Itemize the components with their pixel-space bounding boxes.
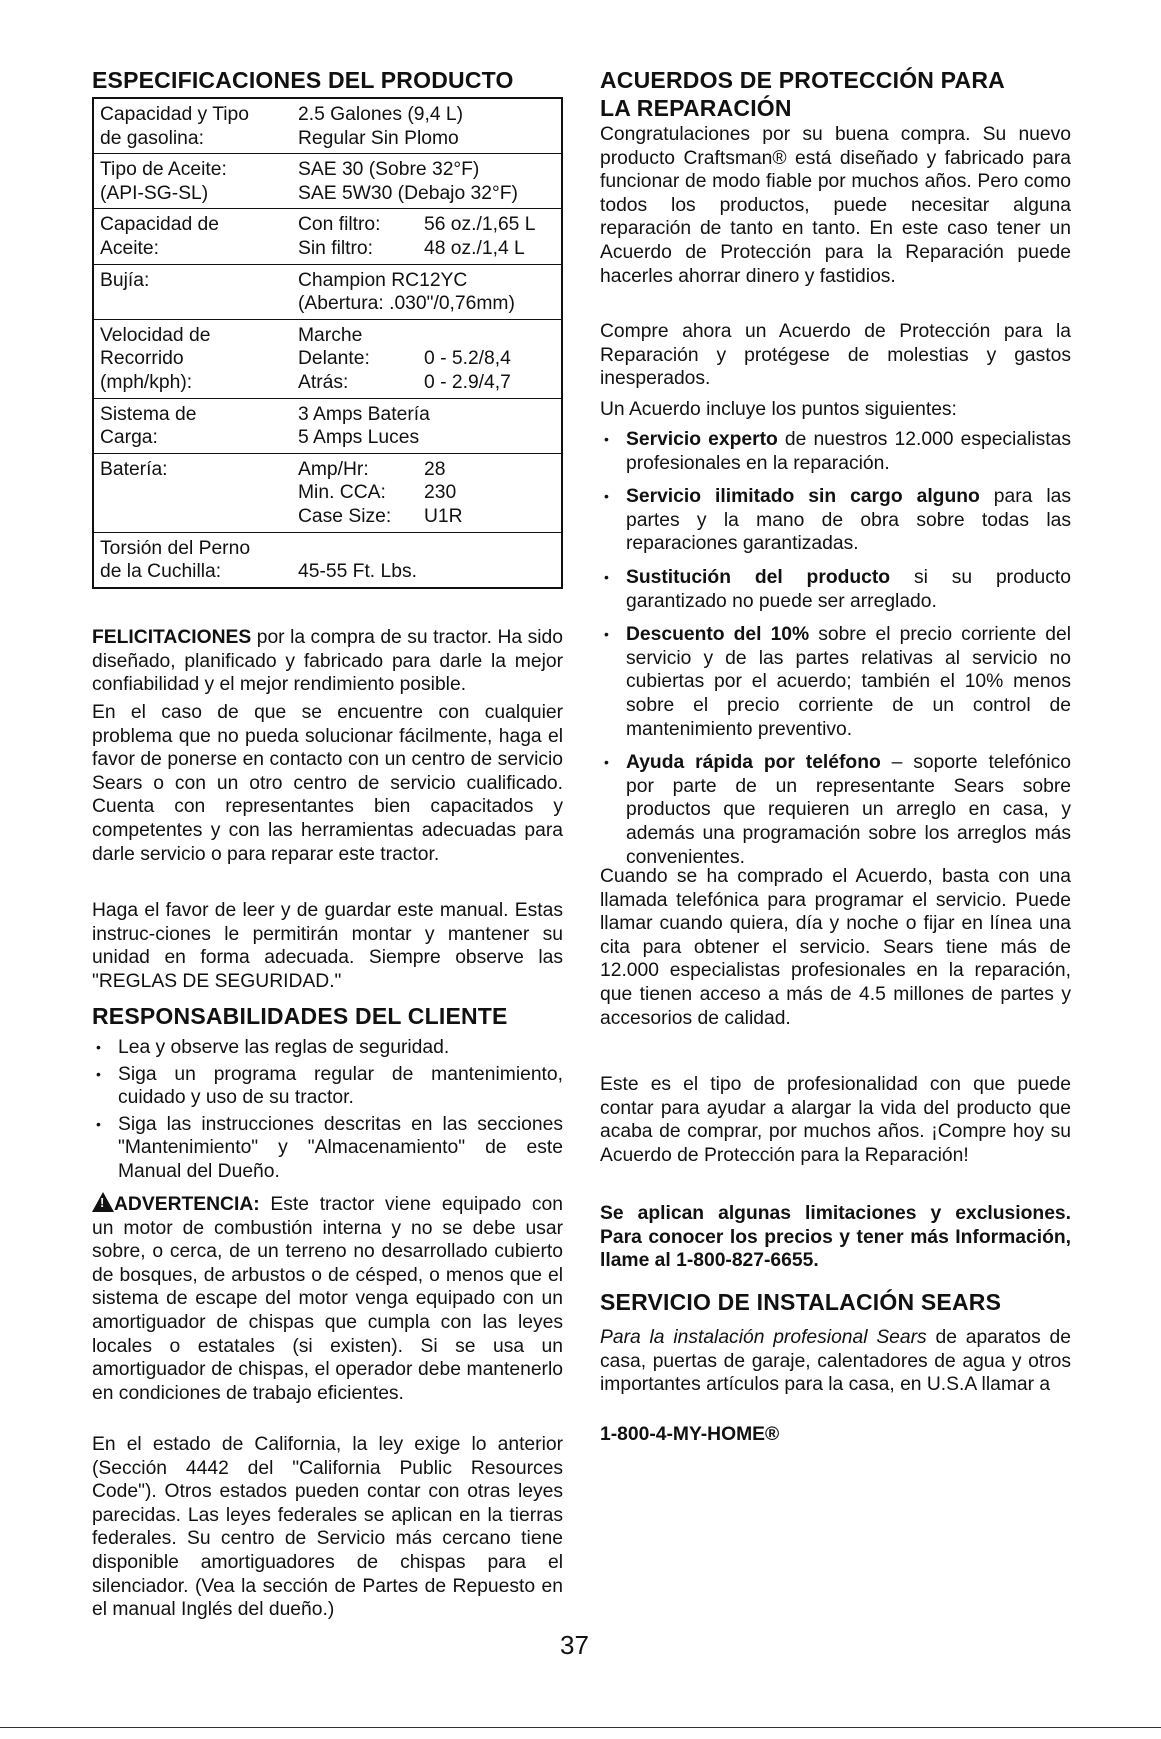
- spec-value: [292, 209, 562, 264]
- spec-value-val: U1R: [424, 505, 463, 527]
- benefit-bold: Ayuda rápida por teléfono: [626, 752, 881, 774]
- resp-item: • Siga las instrucciones descritas en las secciones "Mantenimiento" y "Almacenamiento" de este Manual del Dueño.: [92, 1113, 563, 1184]
- resp-list: [92, 1036, 563, 1187]
- spec-row: [93, 319, 562, 398]
- acuerdos-profesionalidad: Este es el tipo de profesionalidad con que puede contar para ayudar a alargar la vida del producto que acaba de comprar, por muchos años. ¡Compre hoy su Acuerdo de Protección para la Reparación!: [600, 1074, 1071, 1166]
- benefit-item: [600, 566, 1071, 613]
- benefit-bold: Servicio ilimitado sin cargo alguno: [626, 486, 980, 508]
- spec-value-line: [298, 403, 557, 427]
- spec-value-key: Amp/Hr:: [298, 458, 369, 480]
- benefit-item: [600, 623, 1071, 741]
- spec-value-line: [298, 505, 557, 529]
- spec-value-line: [298, 269, 557, 293]
- spec-value-key: Delante:: [298, 348, 370, 370]
- acuerdos-limitaciones: Se aplican algunas limitaciones y exclusiones. Para conocer los precios y tener más Información, llame al 1-800-827-6655.: [600, 1203, 1071, 1272]
- felicitaciones-text: por la compra de su tractor. Ha sido diseñado, planificado y fabricado para darle la mejor confiabilidad y el mejor rendimiento posible.: [92, 627, 563, 696]
- felicitaciones-bold: FELICITACIONES: [92, 627, 252, 648]
- spec-label: Bujía:: [100, 269, 150, 291]
- spec-label: Batería:: [100, 458, 168, 480]
- install-phone: 1-800-4-MY-HOME®: [600, 1424, 780, 1445]
- spec-value-val: 28: [424, 458, 446, 480]
- spec-label: Velocidad de Recorrido (mph/kph):: [100, 324, 211, 393]
- spec-value-val: 230: [424, 482, 457, 504]
- benefit-item: [600, 751, 1071, 869]
- spec-value-line: [298, 292, 557, 316]
- spec-label: Tipo de Aceite: (API-SG-SL): [100, 159, 227, 204]
- spec-value-line: [298, 103, 557, 127]
- spec-value-line: [298, 426, 557, 450]
- page-number: 37: [560, 1630, 589, 1660]
- spec-value-key: 3 Amps Batería: [298, 403, 430, 425]
- spec-value-key: 5 Amps Luces: [298, 427, 420, 449]
- benefit-text: si su producto garantizado no puede ser arreglado.: [626, 566, 1071, 612]
- bottom-rule: [0, 1727, 1161, 1728]
- spec-value-line: [298, 213, 557, 237]
- spec-value-val: 48 oz./1,4 L: [424, 237, 525, 259]
- spec-value-line: [298, 324, 557, 348]
- resp-item: • Siga un programa regular de mantenimiento, cuidado y uso de su tractor.: [92, 1063, 563, 1110]
- spec-row: [93, 453, 562, 532]
- spec-value-key: Atrás:: [298, 371, 349, 393]
- spec-row: [93, 209, 562, 264]
- manual-paragraph: Haga el favor de leer y de guardar este manual. Estas instruc-ciones le permitirán montar y mantener su unidad en forma adecuada. Siempre observe las "REGLAS DE SEGURIDAD.": [92, 900, 563, 992]
- install-italic: Para la instalación profesional Sears: [600, 1327, 927, 1348]
- spec-value: [292, 532, 562, 588]
- spec-value-key: Case Size:: [298, 505, 392, 527]
- spec-row: [93, 264, 562, 319]
- spec-value-key: 2.5 Galones (9,4 L): [298, 104, 464, 125]
- warning-bold: ADVERTENCIA:: [114, 1194, 260, 1215]
- spec-value: [292, 453, 562, 532]
- spec-value: [292, 98, 562, 154]
- benefit-item: [600, 485, 1071, 556]
- spec-value-key: Regular Sin Plomo: [298, 127, 459, 149]
- spec-value-line: [298, 127, 557, 151]
- spec-value-key: 45-55 Ft. Lbs.: [298, 561, 417, 583]
- spec-value-key: Con filtro:: [298, 214, 381, 236]
- benefit-list: [600, 428, 1071, 879]
- spec-label: Capacidad y Tipo de gasolina:: [100, 104, 249, 149]
- spec-row: [93, 154, 562, 209]
- install-paragraph: [600, 1326, 1071, 1397]
- california-paragraph: En el estado de California, la ley exige lo anterior (Sección 4442 del "California Public Resources Code"). Otros estados pueden contar con otras leyes parecidas. Las leyes federales se aplican en la tierras federales. Su centro de Servicio más cercano tiene disponible amortiguadores de chispas para el silenciador. (Vea la sección de Partes de Repuesto en el manual Inglés del dueño.): [92, 1434, 563, 1621]
- spec-value-val: 56 oz./1,65 L: [424, 214, 536, 236]
- spec-value: [292, 154, 562, 209]
- acuerdos-llamada: Cuando se ha comprado el Acuerdo, basta con una llamada telefónica para programar el servicio. Puede llamar cuando quiera, día y noche o fijar en línea una cita para obtener el servicio. Sears tiene más de 12.000 especialistas profesionales en la reparación, que tienen acceso a más de 4.5 millones de partes y accesorios de calidad.: [600, 866, 1071, 1029]
- benefit-text: de nuestros 12.000 especialistas profesionales en la reparación.: [626, 429, 1071, 474]
- acuerdos-title-2: LA REPARACIÓN: [600, 95, 792, 121]
- spec-value-val: 0 - 5.2/8,4: [424, 348, 511, 370]
- spec-value: [292, 319, 562, 398]
- acuerdos-incluye: Un Acuerdo incluye los puntos siguientes:: [600, 399, 957, 420]
- spec-value-line: [298, 237, 557, 261]
- spec-row: [93, 532, 562, 588]
- spec-label: Torsión del Perno de la Cuchilla:: [100, 537, 251, 583]
- spec-value-line: [298, 481, 557, 505]
- spec-row: [93, 98, 562, 154]
- spec-value-val: 0 - 2.9/4,7: [424, 371, 511, 393]
- benefit-bold: Descuento del 10%: [626, 624, 810, 646]
- spec-row: [93, 398, 562, 453]
- spec-label: Capacidad de Aceite:: [100, 214, 219, 259]
- benefit-bold: Sustitución del producto: [626, 566, 891, 588]
- acuerdos-title-1: ACUERDOS DE PROTECCIÓN PARA: [600, 67, 1005, 93]
- spec-value-line: [298, 560, 557, 584]
- benefit-text: – soporte telefónico por parte de un representante Sears sobre productos que requieren un arreglo en casa, y además una programación sobre los arreglos más convenientes.: [626, 752, 1071, 868]
- install-text: de aparatos de casa, puertas de garaje, calentadores de agua y otros importantes artículos para la casa, en U.S.A llamar a: [600, 1327, 1072, 1396]
- benefit-bold: Servicio experto: [626, 429, 778, 450]
- acuerdos-intro: Congratulaciones por su buena compra. Su nuevo producto Craftsman® está diseñado y fabricado para funcionar de modo fiable por muchos años. Pero como todos los productos, puede necesitar alguna reparación de tanto en tanto. En este caso tener un Acuerdo de Protección para la Reparación puede hacerles ahorrar dinero y fastidios.: [600, 124, 1071, 287]
- felicitaciones-paragraph: [92, 626, 563, 697]
- benefit-text: para las partes y la mano de obra sobre todas las reparaciones garantizadas.: [626, 486, 1072, 555]
- spec-value-line: [298, 182, 557, 206]
- spec-value-line: [298, 458, 557, 482]
- spec-value-line: [298, 347, 557, 371]
- spec-value-line: [298, 158, 557, 182]
- benefit-text: sobre el precio corriente del servicio y de las partes relativas al servicio no cubiertas por el acuerdo; también el 10% menos sobre el precio corriente de un control de mantenimiento preventivo.: [626, 624, 1071, 740]
- spec-value-line: [298, 371, 557, 395]
- spec-value-key: SAE 5W30 (Debajo 32°F): [298, 182, 518, 204]
- resp-item: • Lea y observe las reglas de seguridad.: [92, 1036, 563, 1060]
- spec-value-key: (Abertura: .030"/0,76mm): [298, 293, 515, 315]
- spec-value-line: [298, 537, 557, 561]
- benefit-item: [600, 428, 1071, 475]
- install-title: SERVICIO DE INSTALACIÓN SEARS: [600, 1289, 1002, 1315]
- acuerdos-compre: Compre ahora un Acuerdo de Protección para la Reparación y protégese de molestias y gastos inesperados.: [600, 321, 1071, 390]
- spec-table: [92, 97, 563, 589]
- spec-value: [292, 398, 562, 453]
- warning-text: Este tractor viene equipado con un motor de combustión interna y no se debe usar sobre, o cerca, de un terreno no desarrollado cubierto de bosques, de arbustos o de césped, o menos que el sistema de escape del motor venga equipado con un amortiguador de chispas que cumpla con las leyes locales o estatales (si existen). Si se usa un amortiguador de chispas, el operador debe mantenerlo en condiciones de trabajo eficientes.: [92, 1194, 563, 1404]
- spec-title: ESPECIFICACIONES DEL PRODUCTO: [92, 67, 514, 93]
- spec-value-key: Champion RC12YC: [298, 269, 468, 291]
- warning-paragraph: [92, 1192, 563, 1405]
- service-paragraph: En el caso de que se encuentre con cualquier problema que no pueda solucionar fácilmente, haga el favor de ponerse en contacto con un centro de servicio Sears o con un otro centro de servicio cualificado. Cuenta con representantes bien capacitados y competentes y con las herramientas adecuadas para darle servicio o para reparar este tractor.: [92, 702, 563, 865]
- spec-value-key: Sin filtro:: [298, 237, 374, 259]
- spec-value-key: SAE 30 (Sobre 32°F): [298, 159, 480, 181]
- resp-title: RESPONSABILIDADES DEL CLIENTE: [92, 1003, 508, 1029]
- spec-label: Sistema de Carga:: [100, 403, 197, 449]
- spec-value-key: Min. CCA:: [298, 482, 386, 504]
- spec-value: [292, 264, 562, 319]
- spec-value-key: Marche: [298, 324, 363, 346]
- warning-icon: !: [92, 1192, 114, 1212]
